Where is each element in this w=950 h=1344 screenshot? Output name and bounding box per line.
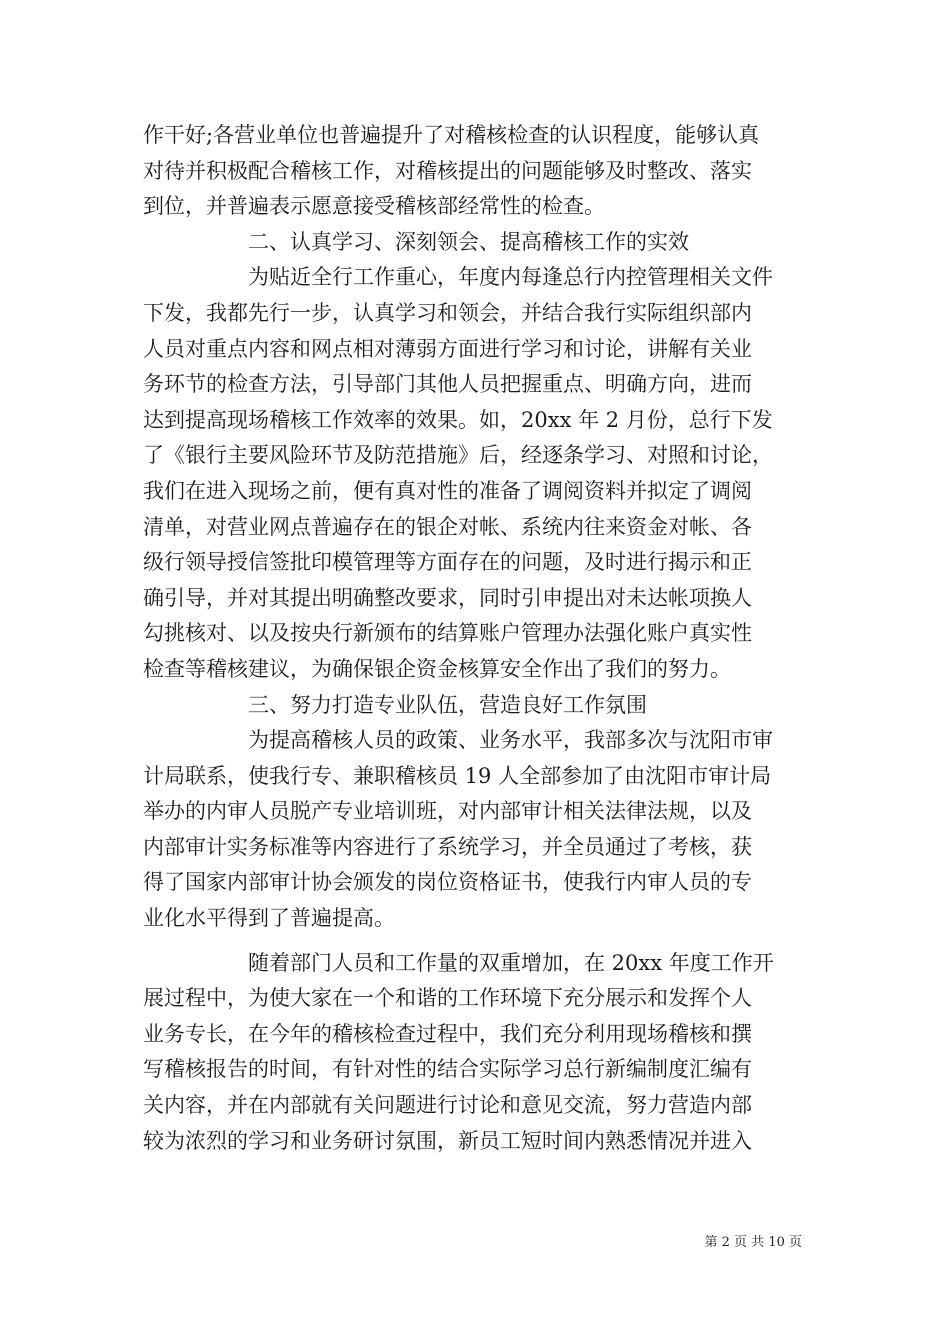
text-line: 举办的内审人员脱产专业培训班，对内部审计相关法律法规，以及 <box>143 799 752 824</box>
text-line: 下发，我都先行一步，认真学习和领会，并结合我行实际组织部内 <box>143 300 752 325</box>
text-line: 为提高稽核人员的政策、业务水平，我部多次与沈阳市审 <box>248 728 773 753</box>
page-number-footer: 第 2 页 共 10 页 <box>704 1235 802 1250</box>
text-line: 得了国家内部审计协会颁发的岗位资格证书，使我行内审人员的专 <box>143 870 752 895</box>
text-line: 了《银行主要风险环节及防范措施》后，经逐条学习、对照和讨论， <box>143 443 773 468</box>
section-heading: 二、认真学习、深刻领会、提高稽核工作的实效 <box>248 229 689 254</box>
text-line: 业务专长，在今年的稽核检查过程中，我们充分利用现场稽核和撰 <box>143 1021 752 1046</box>
text-line: 达到提高现场稽核工作效率的效果。如，20xx 年 2 月份，总行下发 <box>143 407 773 432</box>
text-line: 较为浓烈的学习和业务研讨氛围，新员工短时间内熟悉情况并进入 <box>143 1128 752 1153</box>
body-text <box>143 118 833 1159</box>
text-line: 内部审计实务标准等内容进行了系统学习，并全员通过了考核，获 <box>143 834 752 859</box>
text-line: 为贴近全行工作重心，年度内每逢总行内控管理相关文件 <box>248 265 773 290</box>
text-line: 人员对重点内容和网点相对薄弱方面进行学习和讨论，讲解有关业 <box>143 336 752 361</box>
text-line: 清单，对营业网点普遍存在的银企对帐、系统内往来资金对帐、各 <box>143 514 752 539</box>
text-line: 关内容，并在内部就有关问题进行讨论和意见交流，努力营造内部 <box>143 1093 752 1118</box>
text-line: 务环节的检查方法，引导部门其他人员把握重点、明确方向，进而 <box>143 372 752 397</box>
text-line: 检查等稽核建议，为确保银企资金核算安全作出了我们的努力。 <box>143 656 731 681</box>
text-line: 展过程中，为使大家在一个和谐的工作环境下充分展示和发挥个人 <box>143 986 752 1011</box>
text-line: 勾挑核对、以及按央行新颁布的结算账户管理办法强化账户真实性 <box>143 621 752 646</box>
text-line: 确引导，并对其提出明确整改要求，同时引申提出对未达帐项换人 <box>143 585 752 610</box>
text-line: 作干好;各营业单位也普遍提升了对稽核检查的认识程度，能够认真 <box>143 123 760 147</box>
paragraph-gap <box>143 937 833 946</box>
text-line: 随着部门人员和工作量的双重增加，在 20xx 年度工作开 <box>248 950 774 975</box>
text-line: 写稽核报告的时间，有针对性的结合实际学习总行新编制度汇编有 <box>143 1057 752 1082</box>
text-line: 到位，并普遍表示愿意接受稽核部经常性的检查。 <box>143 194 605 219</box>
text-line: 我们在进入现场之前，便有真对性的准备了调阅资料并拟定了调阅 <box>143 478 752 503</box>
text-line: 级行领导授信签批印模管理等方面存在的问题，及时进行揭示和正 <box>143 550 752 575</box>
section-heading: 三、努力打造专业队伍，营造良好工作氛围 <box>248 692 647 717</box>
text-line: 业化水平得到了普遍提高。 <box>143 906 395 931</box>
text-line: 对待并积极配合稽核工作，对稽核提出的问题能够及时整改、落实 <box>143 158 752 183</box>
text-line: 计局联系，使我行专、兼职稽核员 19 人全部参加了由沈阳市审计局 <box>143 763 772 788</box>
